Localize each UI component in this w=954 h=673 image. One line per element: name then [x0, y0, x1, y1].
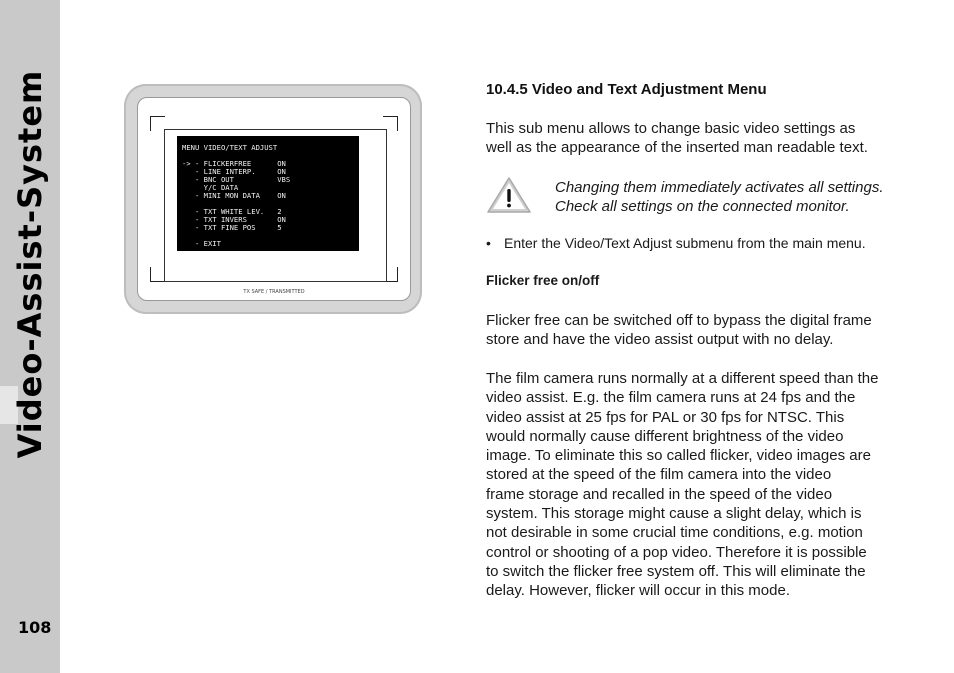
tx-safe-label: TX SAFE / TRANSMITTED: [243, 289, 305, 295]
sidebar: [0, 0, 60, 673]
paragraph-line: would normally cause different brightness of the video: [486, 427, 844, 445]
monitor-illustration: [124, 84, 422, 314]
warning-line: Check all settings on the connected monitor.: [555, 198, 850, 216]
paragraph-line: image. To eliminate this so called flicker, video images are: [486, 447, 871, 465]
osd-menu-item: - LINE INTERP. ON: [182, 167, 286, 176]
paragraph-line: system. This storage might cause a slight delay, which is: [486, 505, 862, 523]
paragraph-line: Flicker free can be switched off to bypass the digital frame: [486, 312, 872, 329]
warning-triangle-icon: [486, 176, 532, 214]
flicker-paragraph-2: [486, 369, 886, 601]
intro-paragraph: [486, 119, 886, 158]
osd-menu-item: - TXT FINE POS 5: [182, 223, 282, 232]
osd-menu: [177, 136, 359, 251]
bullet-text: Enter the Video/Text Adjust submenu from the main menu.: [504, 235, 866, 251]
paragraph-line: store and have the video assist output with no delay.: [486, 331, 834, 349]
paragraph-line: video assist at 25 fps for PAL or 30 fps for NTSC. This: [486, 408, 845, 426]
paragraph-line: frame storage and recalled in the speed of the video: [486, 485, 833, 503]
paragraph-line: to switch the flicker free system off. This will eliminate the: [486, 562, 866, 580]
osd-menu-item: Y/C DATA: [182, 183, 239, 192]
section-heading: 10.4.5 Video and Text Adjustment Menu: [486, 81, 767, 98]
bullet-item: [486, 235, 866, 251]
warning-text: [555, 178, 884, 217]
osd-menu-item: - TXT INVERS ON: [182, 215, 286, 224]
osd-menu-title: MENU VIDEO/TEXT ADJUST: [182, 143, 278, 152]
osd-menu-item: -> - FLICKERFREE ON: [182, 159, 286, 168]
osd-menu-item: - EXIT: [182, 239, 221, 248]
monitor-screen: [137, 97, 411, 301]
paragraph-line: control or shooting of a pop video. Therefore it is possible: [486, 543, 867, 561]
frame-corner-bottom-left: [150, 267, 165, 282]
osd-menu-item: - BNC OUT VBS: [182, 175, 291, 184]
flicker-paragraph-1: [486, 311, 886, 350]
intro-line: well as the appearance of the inserted man readable text.: [486, 139, 868, 157]
page-number: 108: [18, 618, 52, 637]
osd-menu-item: - MINI MON DATA ON: [182, 191, 286, 200]
osd-menu-item: - TXT WHITE LEV. 2: [182, 207, 282, 216]
paragraph-line: video assist. E.g. the film camera runs at 24 fps and the: [486, 389, 856, 407]
paragraph-line: not desirable in some crucial time conditions, e.g. motion: [486, 524, 863, 542]
paragraph-line: stored at the speed of the film camera into the video: [486, 466, 832, 484]
paragraph-line: The film camera runs normally at a different speed than the: [486, 370, 879, 387]
bullet-icon: •: [486, 235, 491, 251]
sidebar-title: Video-Assist-System: [11, 69, 49, 459]
frame-corner-top-left: [150, 116, 165, 131]
warning-line: Changing them immediately activates all settings.: [555, 179, 884, 196]
paragraph-line: delay. However, flicker will occur in this mode.: [486, 582, 790, 600]
subheading-flicker-free: Flicker free on/off: [486, 273, 600, 288]
intro-line: This sub menu allows to change basic video settings as: [486, 120, 856, 137]
